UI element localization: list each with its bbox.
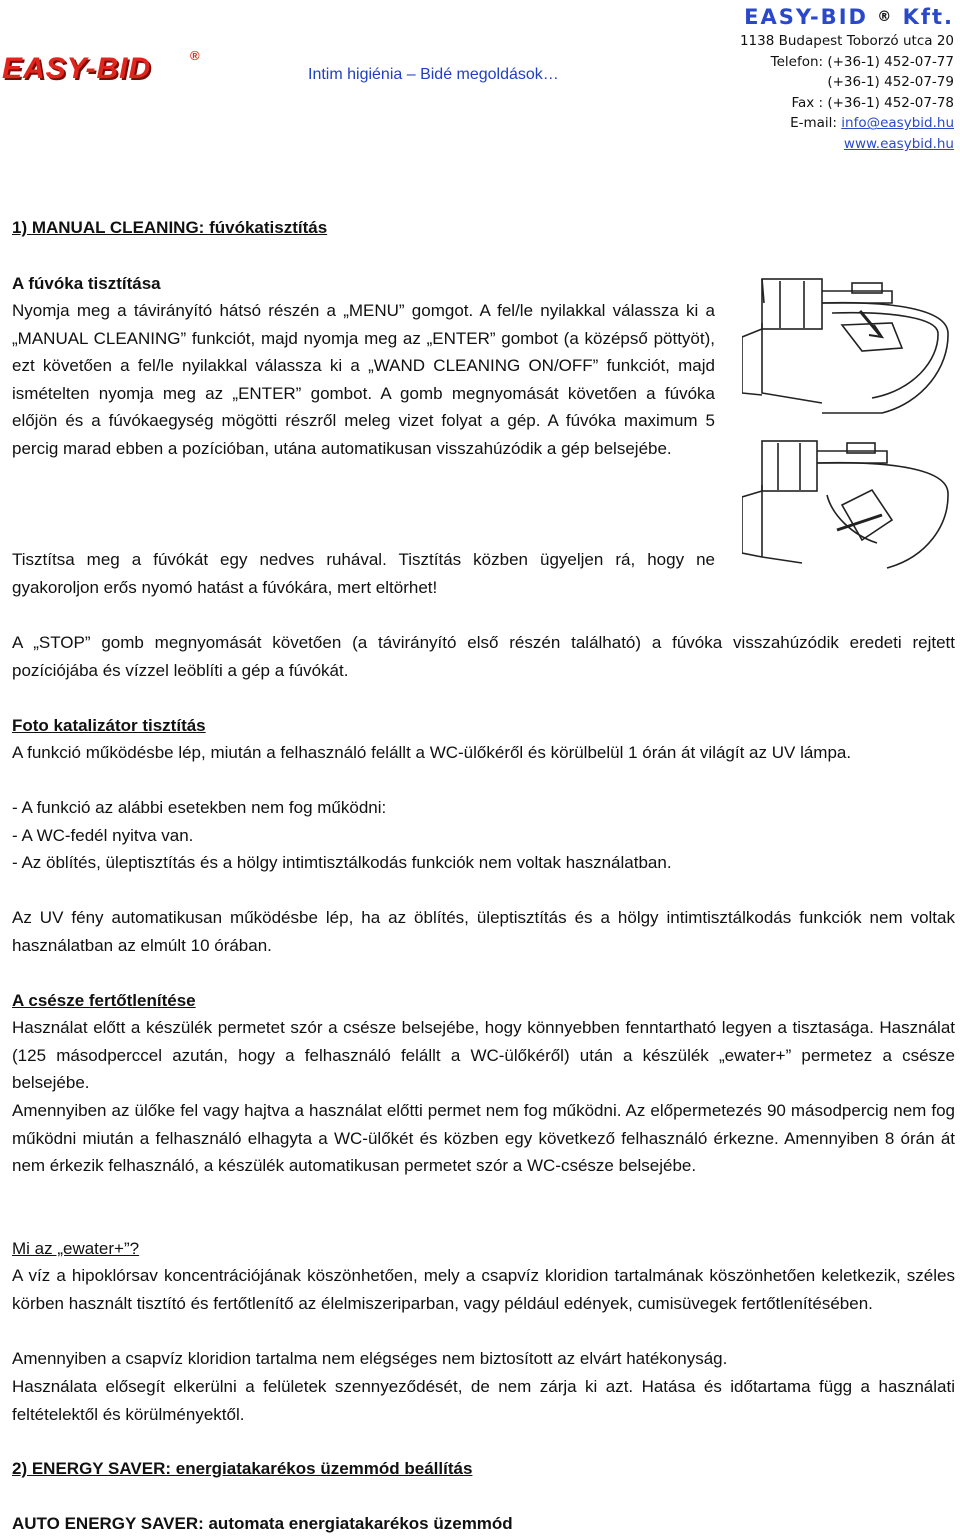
auto-energy-saver-heading: AUTO ENERGY SAVER: automata energiatakarékos üzemmód <box>12 1514 513 1533</box>
bowl-disinfection-paragraph-2: Amennyiben az ülőke fel vagy hajtva a használat előtti permet nem fog működni. Az előpermetezés 90 másodpercig nem fog működni miután a felhasználó elhagyta a WC-ülőkét és közben egy következő felhasználó érkezne. Amennyiben 8 órán át nem érkezik felhasználó, a készülék automatikusan permetet szór a WC-csésze belsejébe. <box>12 1101 955 1176</box>
logo-text: EASY-BID <box>2 52 152 85</box>
website-link[interactable]: www.easybid.hu <box>843 135 954 152</box>
company-name: EASY-BID ® Kft. <box>744 5 954 29</box>
section-2-heading: 2) ENERGY SAVER: energiatakarékos üzemmód beállítás <box>12 1459 473 1478</box>
logo-registered-mark: ® <box>190 48 200 63</box>
photo-catalyst-line-3: - A WC-fedél nyitva van. <box>12 826 194 845</box>
toilet-nozzle-illustration <box>742 273 956 571</box>
wipe-nozzle-paragraph: Tisztítsa meg a fúvókát egy nedves ruhával. Tisztítás közben ügyeljen rá, hogy ne gyakoroljon erős nyomó hatást a fúvókára, mert eltörhet! <box>12 550 715 597</box>
illustration-bottom <box>742 441 948 568</box>
tagline: Intim higiénia – Bidé megoldások… <box>308 66 559 83</box>
nozzle-cleaning-heading: A fúvóka tisztítása <box>12 274 161 293</box>
ewater-paragraph-3: Használata elősegít elkerülni a felületek szennyeződését, de nem zárja ki azt. Hatása és időtartama függ a használati feltételektől és körülményektől. <box>12 1377 955 1424</box>
uv-light-paragraph: Az UV fény automatikusan működésbe lép, ha az öblítés, üleptisztítás és a hölgy intimtisztálkodás funkciók nem voltak használatban az elmúlt 10 órában. <box>12 908 955 955</box>
ewater-heading: Mi az „ewater+”? <box>12 1239 140 1258</box>
company-fax: Fax : (+36-1) 452-07-78 <box>791 94 954 111</box>
company-phone-1: Telefon: (+36-1) 452-07-77 <box>770 53 954 70</box>
photo-catalyst-line-2: - A funkció az alábbi esetekben nem fog működni: <box>12 798 387 817</box>
company-address: 1138 Budapest Toborzó utca 20 <box>739 33 954 49</box>
ewater-paragraph-1: A víz a hipoklórsav koncentrációjának köszönhetően, mely a csapvíz kloridion tartalmának köszönhetően keletkezik, széles körben használt tisztító és fertőtlenítő az élelmiszeriparban, vagy például edények, cumisüvegek fertőtlenítésében. <box>12 1266 955 1313</box>
company-logo <box>2 52 151 86</box>
ewater-paragraph-2: Amennyiben a csapvíz kloridion tartalma nem elégséges nem biztosított az elvárt hatékonyság. <box>12 1349 728 1368</box>
section-1-heading: 1) MANUAL CLEANING: fúvókatisztítás <box>12 218 328 237</box>
company-email-row <box>740 113 954 134</box>
email-label: E-mail: <box>790 115 837 132</box>
company-phone-2: (+36-1) 452-07-79 <box>827 74 954 91</box>
nozzle-cleaning-paragraph: Nyomja meg a távirányító hátsó részén a „MENU” gomgot. A fel/le nyilakkal válassza ki a „MANUAL CLEANING” funkciót, majd nyomja meg az „ENTER” gombot (a középső pöttyöt), ezt követően a fel/le nyilakkal válassza ki a „WAND CLEANING ON/OFF” funkciót, majd ismételten nyomja meg az „ENTER” gombot. A gomb megnyomását követően a fúvóka előjön és a fúvókaegység mögötti részről meleg vizet folyat a gép. A fúvóka maximum 5 percig marad ebben a pozícióban, utána automatikusan visszahúzódik a gép belsejébe. <box>12 301 715 458</box>
stop-button-paragraph: A „STOP” gomb megnyomását követően (a távirányító első részén található) a fúvóka visszahúzódik eredeti rejtett pozíciójába és vízzel leöblíti a gép a fúvókát. <box>12 633 955 680</box>
company-info <box>740 3 954 155</box>
illustration-top <box>742 279 948 413</box>
photo-catalyst-line-4: - Az öblítés, üleptisztítás és a hölgy intimtisztálkodás funkciók nem voltak használatban. <box>12 853 672 872</box>
bowl-disinfection-paragraph-1: Használat előtt a készülék permetet szór a csésze belsejébe, hogy könnyebben fenntartható legyen a tisztasága. Használat (125 másodperccel azután, hogy a felhasználó felállt a WC-ülőkéről) után a készülék „ewater+” permetez a csésze belsejébe. <box>12 1018 955 1093</box>
email-link[interactable]: info@easybid.hu <box>841 115 954 132</box>
bowl-disinfection-heading: A csésze fertőtlenítése <box>12 991 196 1010</box>
photo-catalyst-line-1: A funkció működésbe lép, miután a felhasználó felállt a WC-ülőkéről és körülbelül 1 órán át világít az UV lámpa. <box>12 743 852 762</box>
photo-catalyst-heading: Foto katalizátor tisztítás <box>12 716 206 735</box>
